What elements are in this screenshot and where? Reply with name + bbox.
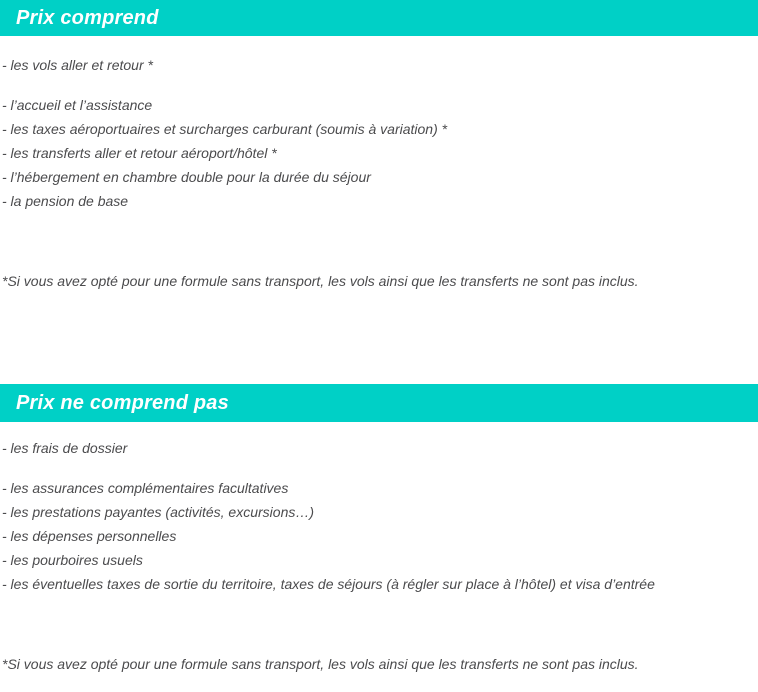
section-price-excludes: [0, 384, 758, 676]
list-item: - la pension de base: [2, 193, 129, 209]
section-header-bar: [0, 0, 758, 36]
section-title: Prix comprend: [16, 6, 159, 29]
footnote: *Si vous avez opté pour une formule sans transport, les vols ainsi que les transferts ne sont pas inclus.: [2, 273, 639, 289]
list-item: - les vols aller et retour *: [2, 57, 153, 73]
section-price-includes: [0, 0, 758, 293]
list-item: - les transferts aller et retour aéroport/hôtel *: [2, 145, 277, 161]
list-item: - les dépenses personnelles: [2, 528, 177, 544]
included-items-list: [2, 93, 758, 213]
section-header-bar: [0, 384, 758, 422]
section-title: Prix ne comprend pas: [16, 391, 229, 414]
list-item: - les taxes aéroportuaires et surcharges carburant (soumis à variation) *: [2, 121, 448, 137]
list-item: - les prestations payantes (activités, excursions…): [2, 504, 315, 520]
list-item: - les assurances complémentaires facultatives: [2, 480, 289, 496]
footnote: *Si vous avez opté pour une formule sans transport, les vols ainsi que les transferts ne sont pas inclus.: [2, 656, 639, 672]
list-item: - les éventuelles taxes de sortie du territoire, taxes de séjours (à régler sur place à l’hôtel) et visa d’entrée: [2, 576, 655, 592]
section-content: [0, 436, 758, 676]
list-item: - l’accueil et l’assistance: [2, 97, 153, 113]
list-item: - les pourboires usuels: [2, 552, 143, 568]
excluded-items-list: [2, 476, 758, 596]
section-content: [0, 53, 758, 293]
list-item: - l’hébergement en chambre double pour la durée du séjour: [2, 169, 371, 185]
list-item: - les frais de dossier: [2, 440, 128, 456]
